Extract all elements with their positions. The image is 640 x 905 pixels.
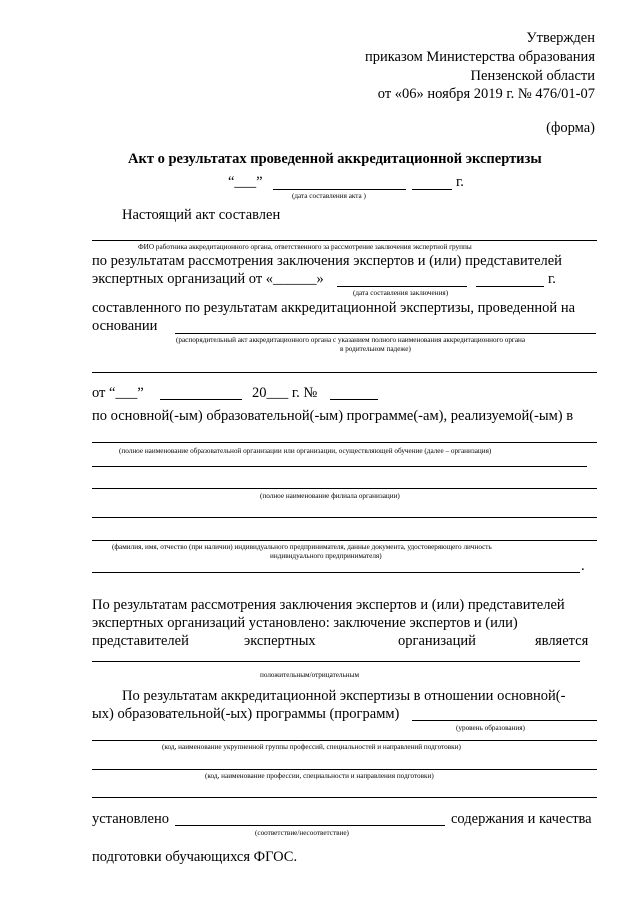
p3-line-3a: представителей	[92, 633, 189, 649]
group-line	[92, 740, 597, 741]
basis-caption-1: (распорядительный акт аккредитационного органа с указанием полного наименования аккредитационного органа	[176, 336, 526, 344]
branch-line	[92, 488, 597, 489]
ip-caption-2: индивидуального предпринимателя)	[270, 552, 382, 560]
from-number-line	[330, 399, 378, 400]
approval-line-4: от «06» ноября 2019 г. № 476/01-07	[377, 86, 595, 102]
branch-line-2	[92, 517, 597, 518]
last-line: подготовки обучающихся ФГОС.	[92, 849, 298, 865]
p1-year-suffix: г.	[548, 271, 556, 287]
code-caption: (код, наименование профессии, специальности и направления подготовки)	[205, 772, 434, 780]
from-year: 20___ г. №	[252, 385, 318, 401]
basis-line	[175, 333, 596, 334]
act-year-suffix: г.	[456, 174, 464, 190]
ip-dot: .	[581, 558, 585, 574]
p3-line-2: экспертных организаций установлено: заключение экспертов и (или)	[92, 615, 518, 631]
p3-line-3d: является	[535, 633, 589, 649]
p3-line-1: По результатам рассмотрения заключения экспертов и (или) представителей	[92, 597, 565, 613]
act-date-caption: (дата составления акта )	[292, 192, 366, 200]
org-line-2	[92, 466, 587, 467]
fio-line	[92, 240, 597, 241]
approval-line-2: приказом Министерства образования	[364, 49, 595, 65]
quality-text: содержания и качества	[451, 811, 592, 827]
p4-line-1: По результатам аккредитационной экспертизы в отношении основной(-	[122, 688, 566, 704]
code-line-2	[92, 797, 597, 798]
org-line	[92, 442, 597, 443]
p3-line-3b: экспертных	[244, 633, 316, 649]
conclusion-year-line	[476, 286, 544, 287]
level-caption: (уровень образования)	[456, 724, 525, 732]
branch-caption: (полное наименование филиала организации)	[260, 492, 400, 500]
org-caption: (полное наименование образовательной организации или организации, осуществляющей обучение (далее – организация)	[119, 447, 492, 455]
conclusion-date-line	[337, 286, 467, 287]
group-caption: (код, наименование укрупненной группы профессий, специальностей и направлений подготовки)	[162, 743, 461, 751]
basis-line-2	[92, 372, 597, 373]
result-line	[92, 661, 580, 662]
program-line: по основной(-ым) образовательной(-ым) программе(-ам), реализуемой(-ым) в	[92, 408, 574, 424]
fio-caption: ФИО работника аккредитационного органа, ответственного за рассмотрение заключения экспертной группы	[138, 243, 472, 251]
ip-caption-1: (фамилия, имя, отчество (при наличии) индивидуального предпринимателя, данные документа, удостоверяющего личность	[112, 543, 492, 551]
document-title: Акт о результатах проведенной аккредитационной экспертизы	[128, 151, 542, 167]
level-line	[412, 720, 597, 721]
approval-line-3: Пензенской области	[470, 68, 595, 84]
p2-line-2: основании	[92, 318, 158, 334]
ip-line-2	[92, 572, 580, 573]
p3-line-3c: организаций	[398, 633, 476, 649]
compliance-caption: (соответствие/несоответствие)	[255, 829, 349, 837]
p1-line-1: по результатам рассмотрения заключения экспертов и (или) представителей	[92, 253, 562, 269]
act-year-line	[412, 189, 452, 190]
basis-caption-2: в родительном падеже)	[340, 345, 411, 353]
compliance-line	[175, 825, 445, 826]
code-line	[92, 769, 597, 770]
p4-line-2: ых) образовательной(-ых) программы (программ)	[92, 706, 400, 722]
ip-line	[92, 540, 597, 541]
form-label: (форма)	[546, 120, 595, 136]
established-text: установлено	[92, 811, 169, 827]
result-caption: положительным/отрицательным	[260, 671, 360, 679]
from-quotes: от “___”	[92, 385, 144, 401]
act-date-line	[273, 189, 406, 190]
p2-line-1: составленного по результатам аккредитационной экспертизы, проведенной на	[92, 300, 576, 316]
approval-line-1: Утвержден	[526, 30, 595, 46]
act-date-quotes: “___”	[228, 174, 263, 190]
conclusion-date-caption: (дата составления заключения)	[353, 289, 449, 297]
composed-text: Настоящий акт составлен	[122, 207, 281, 223]
p1-line-2: экспертных организаций от «______»	[92, 271, 324, 287]
from-date-line	[160, 399, 242, 400]
